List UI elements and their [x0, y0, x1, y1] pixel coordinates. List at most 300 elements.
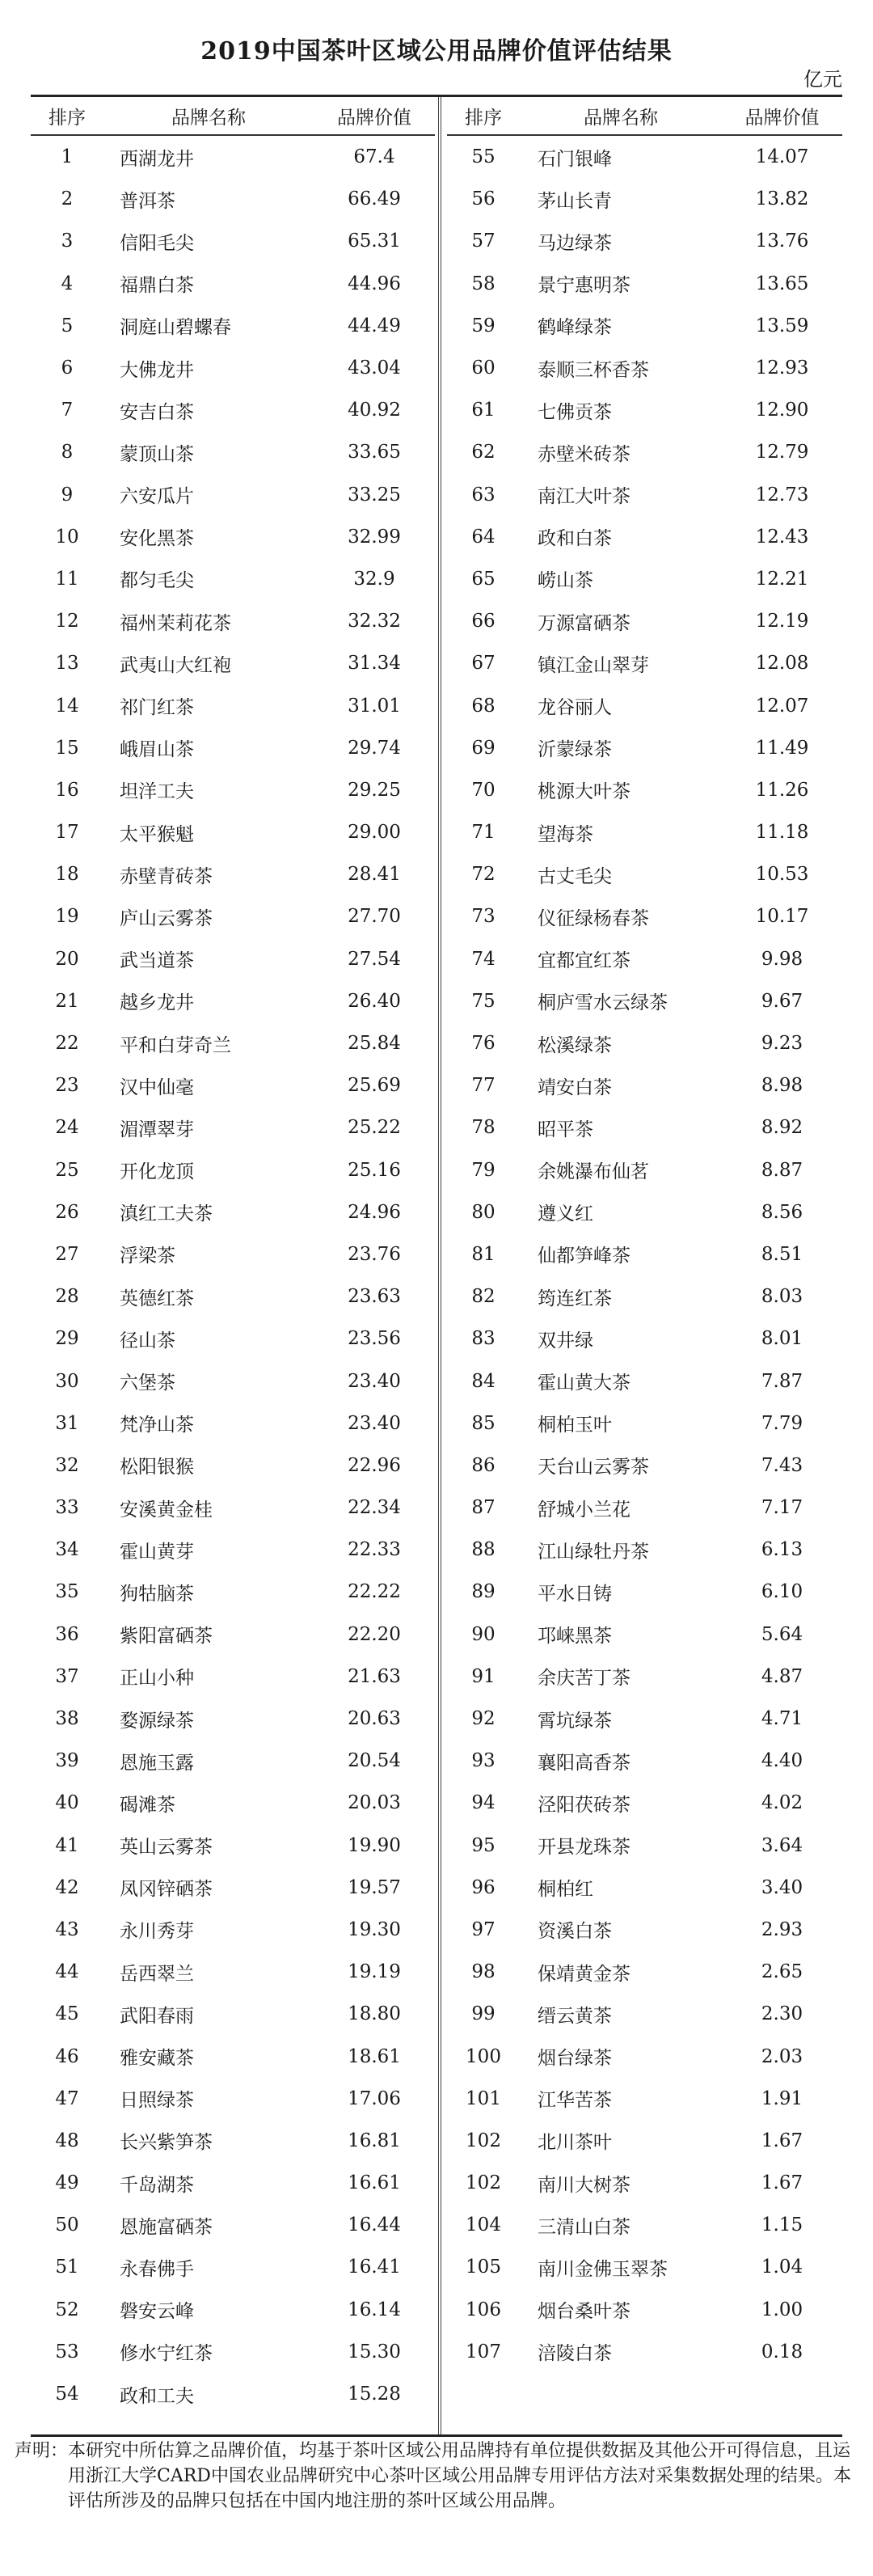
brand-name-cell: 英山云雾茶	[120, 1837, 213, 1859]
table-row	[31, 305, 435, 347]
brand-name-cell: 舒城小兰花	[538, 1499, 630, 1521]
brand-name-cell: 修水宁红茶	[120, 2343, 213, 2365]
brand-name-cell: 泰顺三杯香茶	[538, 359, 649, 381]
rank-cell: 102	[466, 2172, 501, 2194]
brand-value-cell: 6.13	[761, 1539, 803, 1561]
brand-name-cell: 崂山茶	[538, 570, 593, 592]
brand-name-cell: 龙谷丽人	[538, 697, 612, 719]
brand-value-cell: 44.49	[348, 315, 401, 336]
table-row	[447, 1656, 842, 1698]
brand-value-cell: 29.25	[348, 779, 401, 801]
brand-name-cell: 烟台绿茶	[538, 2048, 612, 2070]
rank-cell: 95	[471, 1834, 496, 1856]
rank-cell: 50	[55, 2214, 79, 2236]
brand-value-cell: 66.49	[348, 188, 401, 210]
disclaimer-label: 声明：	[15, 2441, 69, 2461]
brand-name-cell: 保靖黄金茶	[538, 1963, 630, 1985]
table-row	[447, 305, 842, 347]
table-row	[447, 1740, 842, 1782]
table-row	[447, 1782, 842, 1824]
rank-cell: 39	[55, 1750, 79, 1772]
brand-value-cell: 8.87	[761, 1159, 803, 1181]
rank-cell: 93	[471, 1750, 496, 1772]
brand-value-cell: 40.92	[348, 400, 401, 421]
brand-value-cell: 1.91	[761, 2087, 803, 2109]
brand-name-cell: 松阳银猴	[120, 1457, 194, 1478]
rank-cell: 76	[471, 1033, 496, 1055]
brand-name-cell: 庐山云雾茶	[120, 907, 213, 929]
brand-name-cell: 松溪绿茶	[538, 1034, 612, 1056]
brand-name-cell: 沂蒙绿茶	[538, 739, 612, 761]
brand-name-cell: 岳西翠兰	[120, 1963, 194, 1985]
rank-cell: 28	[55, 1286, 79, 1308]
rank-cell: 16	[55, 779, 79, 801]
rank-cell: 33	[55, 1497, 79, 1519]
brand-name-cell: 洞庭山碧螺春	[120, 317, 231, 339]
brand-value-cell: 22.33	[348, 1539, 401, 1561]
brand-name-cell: 福鼎白茶	[120, 275, 194, 297]
table-row	[31, 2078, 435, 2120]
brand-value-cell: 33.65	[348, 442, 401, 463]
brand-value-cell: 12.07	[755, 695, 809, 717]
rank-cell: 102	[466, 2130, 501, 2151]
brand-value-cell: 8.01	[761, 1328, 803, 1350]
rank-cell: 78	[471, 1117, 496, 1139]
table-row	[31, 1318, 435, 1360]
rank-cell: 54	[55, 2384, 79, 2405]
brand-name-cell: 平水日铸	[538, 1583, 612, 1605]
brand-name-cell: 凤冈锌硒茶	[120, 1879, 213, 1901]
brand-value-cell: 25.22	[348, 1117, 401, 1139]
brand-name-cell: 七佛贡茶	[538, 401, 612, 423]
brand-name-cell: 襄阳高香茶	[538, 1752, 630, 1774]
table-row	[31, 1487, 435, 1529]
table-row	[447, 1191, 842, 1233]
table-row	[31, 263, 435, 305]
brand-name-cell: 邛崃黑茶	[538, 1626, 612, 1648]
brand-value-cell: 19.30	[348, 1918, 401, 1940]
rank-cell: 8	[61, 442, 74, 463]
column-divider	[438, 97, 441, 2434]
rank-cell: 36	[55, 1623, 79, 1645]
table-row	[447, 853, 842, 895]
table-row	[447, 389, 842, 431]
brand-value-cell: 3.64	[761, 1834, 803, 1856]
table-row	[447, 727, 842, 769]
table-row	[31, 1360, 435, 1402]
brand-name-cell: 武当道茶	[120, 950, 194, 972]
brand-name-cell: 祁门红茶	[120, 697, 194, 719]
rank-cell: 86	[471, 1454, 496, 1476]
brand-name-cell: 镇江金山翠芽	[538, 654, 649, 676]
brand-value-cell: 16.81	[348, 2130, 401, 2151]
brand-name-cell: 桃源大叶茶	[538, 781, 630, 803]
brand-value-cell: 13.65	[755, 273, 809, 294]
brand-value-cell: 9.23	[761, 1033, 803, 1055]
table-row	[31, 389, 435, 431]
brand-value-cell: 12.73	[755, 484, 809, 505]
rank-cell: 21	[55, 990, 79, 1012]
brand-name-cell: 福州茉莉花茶	[120, 612, 231, 634]
table-row	[447, 2331, 842, 2373]
table-row	[447, 1022, 842, 1064]
table-row	[31, 1571, 435, 1613]
rank-cell: 63	[471, 484, 496, 505]
rank-cell: 32	[55, 1454, 79, 1476]
brand-name-cell: 桐庐雪水云绿茶	[538, 992, 668, 1014]
table-row	[31, 1825, 435, 1867]
table-row	[31, 347, 435, 389]
rank-cell: 65	[471, 568, 496, 590]
rank-cell: 104	[466, 2214, 501, 2236]
table-row	[31, 1402, 435, 1445]
table-header	[31, 97, 435, 136]
rank-cell: 79	[471, 1159, 496, 1181]
rank-cell: 100	[466, 2045, 501, 2067]
brand-value-cell: 7.79	[761, 1412, 803, 1434]
brand-name-cell: 湄潭翠芽	[120, 1119, 194, 1140]
table-row	[447, 938, 842, 980]
brand-value-cell: 32.32	[348, 611, 401, 632]
brand-value-cell: 19.19	[348, 1961, 401, 1983]
brand-value-cell: 23.56	[348, 1328, 401, 1350]
brand-name-cell: 政和白茶	[538, 528, 612, 550]
rank-cell: 60	[471, 357, 496, 379]
table-row	[447, 1909, 842, 1951]
rank-cell: 23	[55, 1075, 79, 1097]
rank-cell: 94	[471, 1792, 496, 1814]
table-row	[31, 2373, 435, 2415]
brand-value-cell: 12.08	[755, 653, 809, 675]
brand-value-cell: 3.40	[761, 1876, 803, 1898]
table-row	[31, 558, 435, 600]
rank-cell: 26	[55, 1201, 79, 1223]
brand-value-cell: 43.04	[348, 357, 401, 379]
brand-value-cell: 15.30	[348, 2341, 401, 2362]
disclaimer-text: 本研究中所估算之品牌价值，均基于茶叶区域公用品牌持有单位提供数据及其他公开可得信息，且运用浙江大学CARD中国农业品牌研究中心茶叶区域公用品牌专用评估方法对采集数据处理的结果。本评估所涉及的品牌只包括在中国内地注册的茶叶区域公用品牌。	[68, 2441, 851, 2511]
table-row	[447, 558, 842, 600]
table-row	[447, 2289, 842, 2331]
table-row	[447, 642, 842, 684]
rank-cell: 11	[55, 568, 79, 590]
brand-value-cell: 16.41	[348, 2257, 401, 2278]
brand-value-cell: 2.93	[761, 1918, 803, 1940]
brand-value-cell: 8.51	[761, 1243, 803, 1265]
rank-cell: 90	[471, 1623, 496, 1645]
rank-cell: 25	[55, 1159, 79, 1181]
brand-value-cell: 29.00	[348, 822, 401, 844]
rank-cell: 7	[61, 400, 74, 421]
table-row	[31, 853, 435, 895]
rank-cell: 105	[466, 2257, 501, 2278]
brand-value-cell: 31.01	[348, 695, 401, 717]
brand-value-cell: 33.25	[348, 484, 401, 505]
brand-value-cell: 12.19	[755, 611, 809, 632]
brand-name-cell: 茅山长青	[538, 190, 612, 212]
brand-value-cell: 10.53	[755, 864, 809, 886]
table-row	[31, 1064, 435, 1106]
brand-name-cell: 大佛龙井	[120, 359, 194, 381]
table-row	[31, 895, 435, 937]
rank-cell: 38	[55, 1708, 79, 1730]
rank-cell: 6	[61, 357, 74, 379]
table-row	[31, 1445, 435, 1487]
brand-value-cell: 4.02	[761, 1792, 803, 1814]
brand-value-cell: 15.28	[348, 2384, 401, 2405]
rank-cell: 58	[471, 273, 496, 294]
brand-name-cell: 昭平茶	[538, 1119, 593, 1140]
table-row	[31, 474, 435, 516]
table-row	[447, 220, 842, 262]
brand-name-cell: 正山小种	[120, 1668, 194, 1690]
brand-name-cell: 紫阳富硒茶	[120, 1626, 213, 1648]
brand-value-cell: 22.20	[348, 1623, 401, 1645]
rank-cell: 27	[55, 1243, 79, 1265]
brand-name-cell: 涪陵白茶	[538, 2343, 612, 2365]
table-row	[31, 1698, 435, 1740]
brand-name-cell: 开县龙珠茶	[538, 1837, 630, 1859]
brand-name-cell: 资溪白茶	[538, 1921, 612, 1943]
table-row	[31, 2246, 435, 2288]
brand-name-cell: 霍山黄芽	[120, 1541, 194, 1563]
table-row	[447, 895, 842, 937]
rank-cell: 64	[471, 526, 496, 548]
table-row	[447, 178, 842, 220]
table-row	[31, 1656, 435, 1698]
brand-name-cell: 北川茶叶	[538, 2132, 612, 2154]
rank-cell: 13	[55, 653, 79, 675]
brand-name-cell: 英德红茶	[120, 1288, 194, 1309]
brand-name-cell: 六安瓜片	[120, 486, 194, 508]
table-row	[31, 516, 435, 558]
rank-cell: 97	[471, 1918, 496, 1940]
brand-value-cell: 19.57	[348, 1876, 401, 1898]
brand-value-cell: 2.30	[761, 2003, 803, 2025]
table-row	[447, 1571, 842, 1613]
table-row	[447, 1867, 842, 1909]
brand-name-cell: 烟台桑叶茶	[538, 2301, 630, 2323]
table-row	[31, 684, 435, 726]
table-row	[447, 431, 842, 473]
brand-value-cell: 1.67	[761, 2172, 803, 2194]
header-name: 品牌名称	[584, 107, 658, 129]
table-row	[31, 1022, 435, 1064]
brand-name-cell: 景宁惠明茶	[538, 275, 630, 297]
rank-cell: 51	[55, 2257, 79, 2278]
brand-value-cell: 25.84	[348, 1033, 401, 1055]
rank-cell: 35	[55, 1581, 79, 1603]
brand-value-cell: 4.87	[761, 1665, 803, 1687]
table-right-half	[447, 97, 842, 2434]
brand-name-cell: 雅安藏茶	[120, 2048, 194, 2070]
brand-name-cell: 千岛湖茶	[120, 2174, 194, 2196]
brand-name-cell: 信阳毛尖	[120, 232, 194, 254]
brand-value-cell: 7.43	[761, 1454, 803, 1476]
brand-value-cell: 24.96	[348, 1201, 401, 1223]
brand-name-cell: 天台山云雾茶	[538, 1457, 649, 1478]
rank-cell: 52	[55, 2299, 79, 2320]
rank-cell: 89	[471, 1581, 496, 1603]
brand-value-cell: 27.54	[348, 948, 401, 970]
table-row	[31, 1951, 435, 1993]
brand-value-cell: 23.76	[348, 1243, 401, 1265]
brand-value-cell: 11.18	[755, 822, 809, 844]
brand-value-cell: 28.41	[348, 864, 401, 886]
brand-name-cell: 磐安云峰	[120, 2301, 194, 2323]
rank-cell: 3	[61, 231, 74, 252]
table-row	[31, 938, 435, 980]
header-value: 品牌价值	[744, 107, 820, 129]
rank-cell: 40	[55, 1792, 79, 1814]
table-row	[447, 2078, 842, 2120]
brand-name-cell: 普洱茶	[120, 190, 175, 212]
table-row	[447, 2246, 842, 2288]
brand-value-cell: 29.74	[348, 737, 401, 759]
rank-cell: 87	[471, 1497, 496, 1519]
brand-value-cell: 7.17	[761, 1497, 803, 1519]
brand-name-cell: 南江大叶茶	[538, 486, 630, 508]
table-row	[447, 1275, 842, 1318]
table-row	[447, 1106, 842, 1148]
brand-name-cell: 梵净山茶	[120, 1415, 194, 1436]
table-row	[31, 980, 435, 1022]
rank-cell: 82	[471, 1286, 496, 1308]
table-row	[447, 1487, 842, 1529]
table-row	[447, 1698, 842, 1740]
brand-name-cell: 桐柏红	[538, 1879, 593, 1901]
brand-value-cell: 12.79	[755, 442, 809, 463]
brand-value-cell: 7.87	[761, 1370, 803, 1392]
brand-name-cell: 滇红工夫茶	[120, 1203, 213, 1225]
brand-name-cell: 平和白芽奇兰	[120, 1034, 231, 1056]
rank-cell: 73	[471, 906, 496, 928]
brand-value-cell: 16.14	[348, 2299, 401, 2320]
rank-cell: 46	[55, 2045, 79, 2067]
brand-value-cell: 16.44	[348, 2214, 401, 2236]
brand-value-cell: 0.18	[761, 2341, 803, 2362]
brand-value-cell: 44.96	[348, 273, 401, 294]
brand-value-cell: 12.93	[755, 357, 809, 379]
brand-value-cell: 11.26	[755, 779, 809, 801]
table-row	[447, 684, 842, 726]
table-row	[31, 2120, 435, 2162]
rank-cell: 56	[471, 188, 496, 210]
rank-cell: 9	[61, 484, 74, 505]
brand-value-cell: 20.63	[348, 1708, 401, 1730]
table-row	[31, 2204, 435, 2246]
brand-name-cell: 靖安白茶	[538, 1077, 612, 1098]
rank-cell: 70	[471, 779, 496, 801]
page-title: 2019中国茶叶区域公用品牌价值评估结果	[200, 37, 673, 66]
rank-cell: 74	[471, 948, 496, 970]
brand-value-table	[31, 95, 842, 2437]
brand-name-cell: 马边绿茶	[538, 232, 612, 254]
brand-value-cell: 6.10	[761, 1581, 803, 1603]
table-row	[447, 980, 842, 1022]
table-row	[447, 1614, 842, 1656]
table-row	[447, 1402, 842, 1445]
table-row	[447, 600, 842, 642]
rank-cell: 1	[61, 146, 74, 168]
table-row	[31, 811, 435, 853]
rank-cell: 24	[55, 1117, 79, 1139]
rank-cell: 72	[471, 864, 496, 886]
brand-value-cell: 2.65	[761, 1961, 803, 1983]
table-row	[31, 1782, 435, 1824]
brand-name-cell: 碣滩茶	[120, 1794, 175, 1816]
brand-value-cell: 25.69	[348, 1075, 401, 1097]
brand-name-cell: 仙都笋峰茶	[538, 1246, 630, 1267]
rank-cell: 88	[471, 1539, 496, 1561]
rank-cell: 77	[471, 1075, 496, 1097]
table-row	[447, 1233, 842, 1275]
brand-name-cell: 鹤峰绿茶	[538, 317, 612, 339]
unit-label: 亿元	[803, 68, 842, 91]
rank-cell: 18	[55, 864, 79, 886]
rank-cell: 66	[471, 611, 496, 632]
table-row	[31, 1233, 435, 1275]
brand-name-cell: 赤壁米砖茶	[538, 443, 630, 465]
brand-value-cell: 8.56	[761, 1201, 803, 1223]
brand-name-cell: 坦洋工夫	[120, 781, 194, 803]
brand-name-cell: 筠连红茶	[538, 1288, 612, 1309]
table-row	[31, 2331, 435, 2373]
table-row	[447, 1993, 842, 2035]
table-row	[447, 347, 842, 389]
table-row	[31, 178, 435, 220]
table-left-half	[31, 97, 435, 2434]
table-row	[31, 2035, 435, 2077]
table-row	[447, 474, 842, 516]
table-row	[31, 1740, 435, 1782]
rank-cell: 5	[61, 315, 74, 336]
brand-name-cell: 安吉白茶	[120, 401, 194, 423]
rank-cell: 53	[55, 2341, 79, 2362]
table-row	[447, 1825, 842, 1867]
brand-value-cell: 1.15	[761, 2214, 803, 2236]
rank-cell: 43	[55, 1918, 79, 1940]
header-value: 品牌价值	[337, 107, 411, 129]
brand-name-cell: 恩施玉露	[120, 1752, 194, 1774]
brand-value-cell: 14.07	[755, 146, 809, 168]
brand-value-cell: 12.43	[755, 526, 809, 548]
brand-name-cell: 古丈毛尖	[538, 865, 612, 887]
table-row	[31, 1529, 435, 1571]
table-row	[31, 1614, 435, 1656]
brand-name-cell: 余姚瀑布仙茗	[538, 1161, 649, 1183]
table-row	[447, 2035, 842, 2077]
brand-name-cell: 石门银峰	[538, 148, 612, 170]
brand-name-cell: 都匀毛尖	[120, 570, 194, 592]
rank-cell: 69	[471, 737, 496, 759]
brand-name-cell: 西湖龙井	[120, 148, 194, 170]
brand-value-cell: 8.92	[761, 1117, 803, 1139]
rank-cell: 67	[471, 653, 496, 675]
rank-cell: 4	[61, 273, 74, 294]
table-row	[31, 1867, 435, 1909]
brand-name-cell: 蒙顶山茶	[120, 443, 194, 465]
table-row	[447, 516, 842, 558]
brand-value-cell: 21.63	[348, 1665, 401, 1687]
brand-name-cell: 日照绿茶	[120, 2090, 194, 2112]
brand-name-cell: 南川金佛玉翠茶	[538, 2258, 668, 2280]
rank-cell: 101	[466, 2087, 501, 2109]
brand-name-cell: 安溪黄金桂	[120, 1499, 213, 1521]
brand-name-cell: 霍山黄大茶	[538, 1373, 630, 1394]
rank-cell: 99	[471, 2003, 496, 2025]
brand-name-cell: 桐柏玉叶	[538, 1415, 612, 1436]
rank-cell: 42	[55, 1876, 79, 1898]
